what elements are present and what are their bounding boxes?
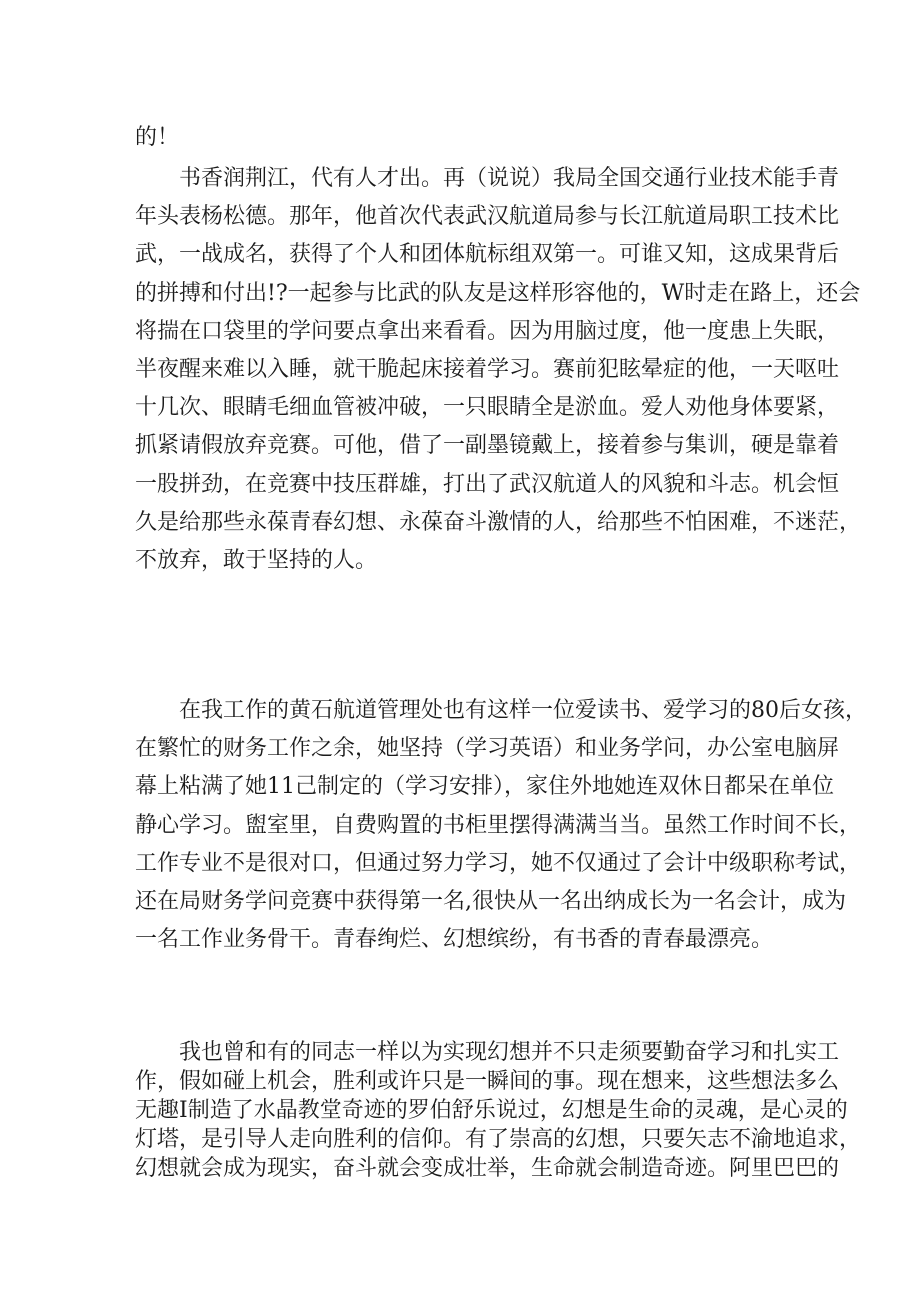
text-line: 的！ bbox=[135, 125, 180, 150]
text-line: 一名工作业务骨干。青春绚烂、幻想缤纷，有书香的青春最漂亮。 bbox=[135, 927, 774, 953]
text-line: 工作专业不是很对口，但通过努力学习，她不仅通过了会计中级职称考试， bbox=[135, 850, 862, 876]
text-line: 静心学习。盥室里，自费购置的书柜里摆得满满当当。虽然工作时间不长， bbox=[135, 812, 862, 838]
text-line: 幻想就会成为现实，奋斗就会变成壮举，生命就会制造奇迹。阿里巴巴的 bbox=[135, 1156, 840, 1181]
text-line: 一股拼劲，在竞赛中技压群雄，打出了武汉航道人的风貌和斗志。机会恒 bbox=[135, 471, 840, 497]
text-line: 抓紧请假放弃竞赛。可他，借了一副墨镜戴上，接着参与集训，硬是靠着 bbox=[135, 433, 840, 459]
text-line: 还在局财务学问竞赛中获得第一名,很快从一名出纳成长为一名会计，成为 bbox=[135, 889, 846, 915]
text-line: 半夜醒来难以入睡，就干脆起床接着学习。赛前犯眩晕症的他，一天呕吐 bbox=[135, 357, 840, 383]
text-line: 书香润荆江，代有人才出。再（说说）我局全国交通行业技术能手青 bbox=[179, 166, 840, 191]
text-line: 年头表杨松德。那年，他首次代表武汉航道局参与长江航道局职工技术比 bbox=[135, 204, 840, 230]
paragraph-3 bbox=[135, 692, 867, 959]
text-line: 幕上粘满了她11己制定的（学习安排），家住外地她连双休日都呆在单位 bbox=[135, 774, 834, 800]
text-line: 在我工作的黄石航道管理处也有这样一位爱读书、爱学习的80后女孩， bbox=[179, 698, 867, 723]
paragraph-2 bbox=[135, 160, 862, 580]
text-line: 我也曾和有的同志一样以为实现幻想并不只走须要勤奋学习和扎实工 bbox=[179, 1040, 840, 1065]
text-line: 灯塔，是引导人走向胜利的信仰。有了崇高的幻想，只要矢志不渝地追求， bbox=[135, 1127, 862, 1152]
text-line: 无趣I制造了水晶教堂奇迹的罗伯舒乐说过，幻想是生命的灵魂，是心灵的 bbox=[135, 1098, 848, 1123]
text-line: 久是给那些永葆青春幻想、永葆奋斗激情的人，给那些不怕困难，不迷茫， bbox=[135, 509, 862, 535]
text-line: 在繁忙的财务工作之余，她坚持（学习英语）和业务学问，办公室电脑屏 bbox=[135, 736, 840, 762]
text-line: 将揣在口袋里的学问要点拿出来看看。因为用脑过度，他一度患上失眠， bbox=[135, 318, 840, 344]
text-line: 不放弃，敢于坚持的人。 bbox=[135, 548, 378, 574]
text-line: 十几次、眼睛毛细血管被冲破，一只眼睛全是淤血。爱人劝他身体要紧， bbox=[135, 395, 840, 421]
paragraph-1 bbox=[135, 118, 785, 158]
paragraph-4 bbox=[135, 1038, 862, 1183]
text-line: 作，假如碰上机会，胜利或许只是一瞬间的事。现在想来，这些想法多么 bbox=[135, 1069, 840, 1094]
text-line: 的拼搏和付出!?一起参与比武的队友是这样形容他的，W时走在路上，还会 bbox=[135, 280, 861, 306]
text-line: 武，一战成名，获得了个人和团体航标组双第一。可谁又知，这成果背后 bbox=[135, 242, 840, 268]
